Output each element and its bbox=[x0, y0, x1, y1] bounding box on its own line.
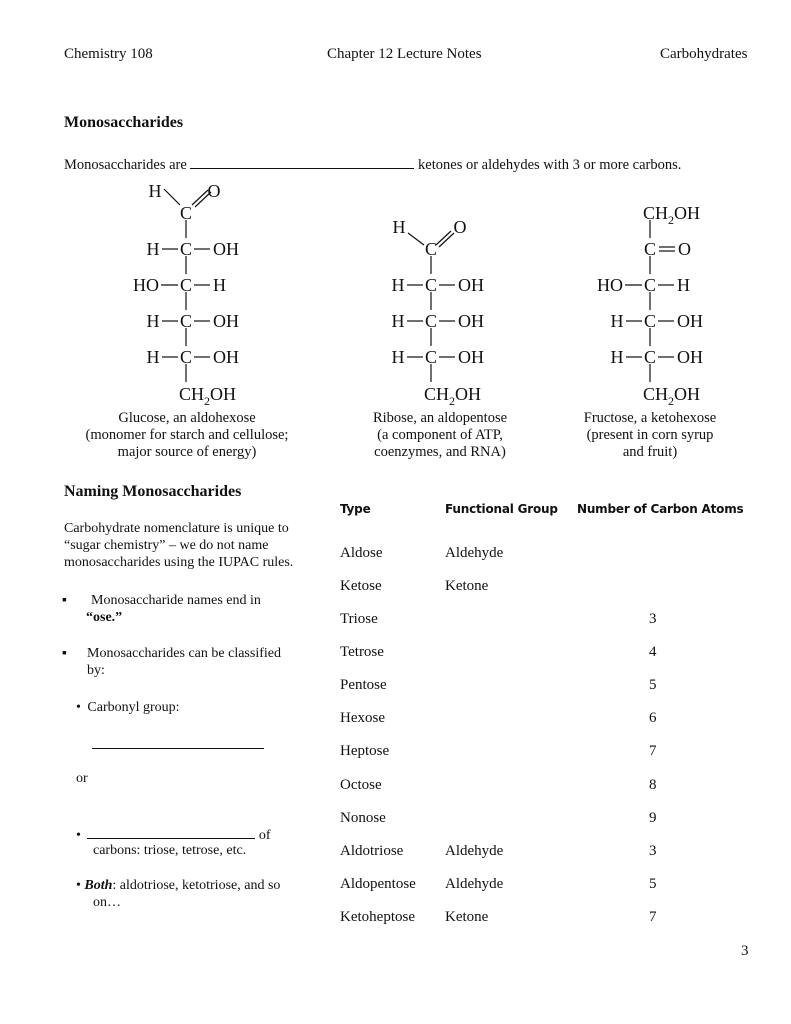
table-cell-type: Heptose bbox=[340, 743, 390, 759]
ribose-r2-c: C bbox=[424, 275, 438, 295]
glucose-r4-left: H bbox=[146, 311, 160, 331]
table-cell-carbon-atoms: 5 bbox=[649, 876, 657, 892]
sub-bullet-both-line2: on… bbox=[93, 895, 121, 910]
ribose-o: O bbox=[453, 217, 467, 237]
intro-line: Carbohydrate nomenclature is unique to bbox=[64, 521, 289, 536]
glucose-ch2oh: $CH_2OH$ bbox=[179, 384, 237, 408]
fructose-r5-c: C bbox=[643, 347, 657, 367]
table-cell-carbon-atoms: 3 bbox=[649, 843, 657, 859]
table-cell-carbon-atoms: 6 bbox=[649, 710, 657, 726]
table-header-carbon-atoms: Number of Carbon Atoms bbox=[577, 502, 744, 516]
fructose-r4-c: C bbox=[643, 311, 657, 331]
glucose-o: O bbox=[207, 181, 221, 201]
table-cell-functional-group: Ketone bbox=[445, 909, 489, 925]
table-cell-type: Nonose bbox=[340, 810, 386, 826]
carbons-blank bbox=[87, 824, 255, 839]
fructose-r4-left: H bbox=[610, 311, 624, 331]
page-number: 3 bbox=[741, 943, 749, 959]
ribose-caption-line: Ribose, an aldopentose bbox=[372, 410, 508, 426]
table-cell-carbon-atoms: 5 bbox=[649, 677, 657, 693]
ribose-caption-line: (a component of ATP, bbox=[377, 427, 503, 443]
table-header-functional-group: Functional Group bbox=[445, 502, 558, 516]
glucose-caption-line: major source of energy) bbox=[117, 444, 257, 460]
glucose-r3-c: C bbox=[179, 275, 193, 295]
sub-bullet-of: of bbox=[258, 828, 271, 843]
bullet-1 bbox=[62, 592, 261, 626]
glucose-caption-line: Glucose, an aldohexose bbox=[118, 410, 256, 426]
ribose-r4-c: C bbox=[424, 347, 438, 367]
fructose-o: O bbox=[678, 239, 691, 259]
ribose-c1: C bbox=[424, 239, 438, 259]
definition-end: ketones or aldehydes with 3 or more carbons. bbox=[418, 157, 682, 173]
glucose-r4-c: C bbox=[179, 311, 193, 331]
ribose-r4-right: OH bbox=[458, 347, 484, 367]
fructose-c2: C bbox=[643, 239, 657, 259]
table-cell-type: Tetrose bbox=[340, 644, 384, 660]
bullet-icon: ▪ bbox=[62, 593, 67, 608]
definition-start: Monosaccharides are bbox=[64, 157, 187, 173]
sub-bullet-carbonyl bbox=[76, 699, 180, 716]
fructose-r5-right: OH bbox=[677, 347, 703, 367]
bullet-dot-icon: • bbox=[76, 700, 81, 715]
glucose-caption-line: (monomer for starch and cellulose; bbox=[85, 427, 289, 443]
intro-line: “sugar chemistry” – we do not name bbox=[64, 538, 269, 553]
glucose-r5-left: H bbox=[146, 347, 160, 367]
table-cell-carbon-atoms: 9 bbox=[649, 810, 657, 826]
table-cell-functional-group: Aldehyde bbox=[445, 545, 504, 561]
table-cell-carbon-atoms: 7 bbox=[649, 743, 657, 759]
fructose-r3-right: H bbox=[677, 275, 690, 295]
table-cell-carbon-atoms: 7 bbox=[649, 909, 657, 925]
fructose-r5-left: H bbox=[610, 347, 624, 367]
ribose-r3-right: OH bbox=[458, 311, 484, 331]
bullet-2 bbox=[62, 645, 281, 679]
table-cell-type: Octose bbox=[340, 777, 382, 793]
nomenclature-intro bbox=[64, 520, 334, 571]
table-cell-carbon-atoms: 4 bbox=[649, 644, 657, 660]
table-cell-type: Ketose bbox=[340, 578, 382, 594]
glucose-r5-c: C bbox=[179, 347, 193, 367]
table-cell-carbon-atoms: 3 bbox=[649, 611, 657, 627]
fructose-caption-line: Fructose, a ketohexose bbox=[583, 410, 717, 426]
table-cell-functional-group: Aldehyde bbox=[445, 876, 504, 892]
bullet-dot-icon: • bbox=[76, 828, 81, 843]
fructose-r4-right: OH bbox=[677, 311, 703, 331]
table-header-type: Type bbox=[340, 502, 371, 516]
fructose-caption bbox=[560, 410, 740, 461]
glucose-r2-right: OH bbox=[213, 239, 239, 259]
table-cell-type: Hexose bbox=[340, 710, 385, 726]
section-title-naming: Naming Monosaccharides bbox=[64, 483, 242, 500]
fructose-top-ch2oh: $CH_2OH$ bbox=[643, 203, 701, 227]
sub-bullet-carbons bbox=[76, 824, 271, 844]
table-cell-type: Ketoheptose bbox=[340, 909, 415, 925]
glucose-c1: C bbox=[179, 203, 193, 223]
bullet-2-line: Monosaccharides can be classified bbox=[87, 646, 281, 661]
ribose-r3-c: C bbox=[424, 311, 438, 331]
bullet-2-line: by: bbox=[87, 663, 105, 678]
header-course: Chemistry 108 bbox=[64, 46, 153, 62]
ribose-caption-line: coenzymes, and RNA) bbox=[374, 444, 506, 460]
ribose-r3-left: H bbox=[391, 311, 405, 331]
table-cell-type: Aldotriose bbox=[340, 843, 404, 859]
bullet-icon: ▪ bbox=[62, 646, 67, 661]
section-title-monosaccharides: Monosaccharides bbox=[64, 114, 184, 131]
table-cell-type: Triose bbox=[340, 611, 378, 627]
carbonyl-blank bbox=[92, 748, 264, 749]
sub-bullet-carbons-line2: carbons: triose, tetrose, etc. bbox=[93, 843, 247, 858]
glucose-r3-right: H bbox=[213, 275, 226, 295]
ribose-r4-left: H bbox=[391, 347, 405, 367]
table-cell-carbon-atoms: 8 bbox=[649, 777, 657, 793]
glucose-r5-right: OH bbox=[213, 347, 239, 367]
intro-line: monosaccharides using the IUPAC rules. bbox=[64, 555, 294, 570]
glucose-r2-c: C bbox=[179, 239, 193, 259]
table-cell-type: Aldopentose bbox=[340, 876, 416, 892]
table-cell-functional-group: Ketone bbox=[445, 578, 489, 594]
glucose-r2-left: H bbox=[146, 239, 160, 259]
bullet-dot-icon: • bbox=[76, 878, 81, 893]
both-emphasis: Both bbox=[84, 878, 113, 893]
both-rest: : aldotriose, ketotriose, and so bbox=[112, 878, 281, 893]
definition-blank bbox=[190, 154, 414, 169]
header-chapter: Chapter 12 Lecture Notes bbox=[327, 46, 482, 62]
glucose-h: H bbox=[148, 181, 162, 201]
ribose-caption bbox=[340, 410, 540, 461]
fructose-r3-left: HO bbox=[597, 275, 623, 295]
table-cell-functional-group: Aldehyde bbox=[445, 843, 504, 859]
or-text: or bbox=[76, 771, 88, 786]
glucose-r4-right: OH bbox=[213, 311, 239, 331]
header-topic: Carbohydrates bbox=[660, 46, 748, 62]
fructose-caption-line: (present in corn syrup bbox=[586, 427, 714, 443]
sub-bullet-both bbox=[76, 877, 280, 894]
ribose-r2-right: OH bbox=[458, 275, 484, 295]
ribose-h: H bbox=[392, 217, 406, 237]
ribose-r2-left: H bbox=[391, 275, 405, 295]
fructose-ch2oh: $CH_2OH$ bbox=[643, 384, 701, 408]
ribose-ch2oh: $CH_2OH$ bbox=[424, 384, 482, 408]
glucose-caption bbox=[62, 410, 312, 461]
fructose-caption-line: and fruit) bbox=[622, 444, 678, 460]
sub-bullet-label: Carbonyl group: bbox=[87, 700, 180, 715]
table-cell-type: Pentose bbox=[340, 677, 387, 693]
bullet-1-line: Monosaccharide names end in bbox=[91, 593, 261, 608]
bullet-1-line: “ose.” bbox=[86, 610, 123, 625]
table-cell-type: Aldose bbox=[340, 545, 383, 561]
glucose-r3-left: HO bbox=[133, 275, 159, 295]
fructose-r3-c: C bbox=[643, 275, 657, 295]
structure-diagrams bbox=[0, 170, 791, 415]
